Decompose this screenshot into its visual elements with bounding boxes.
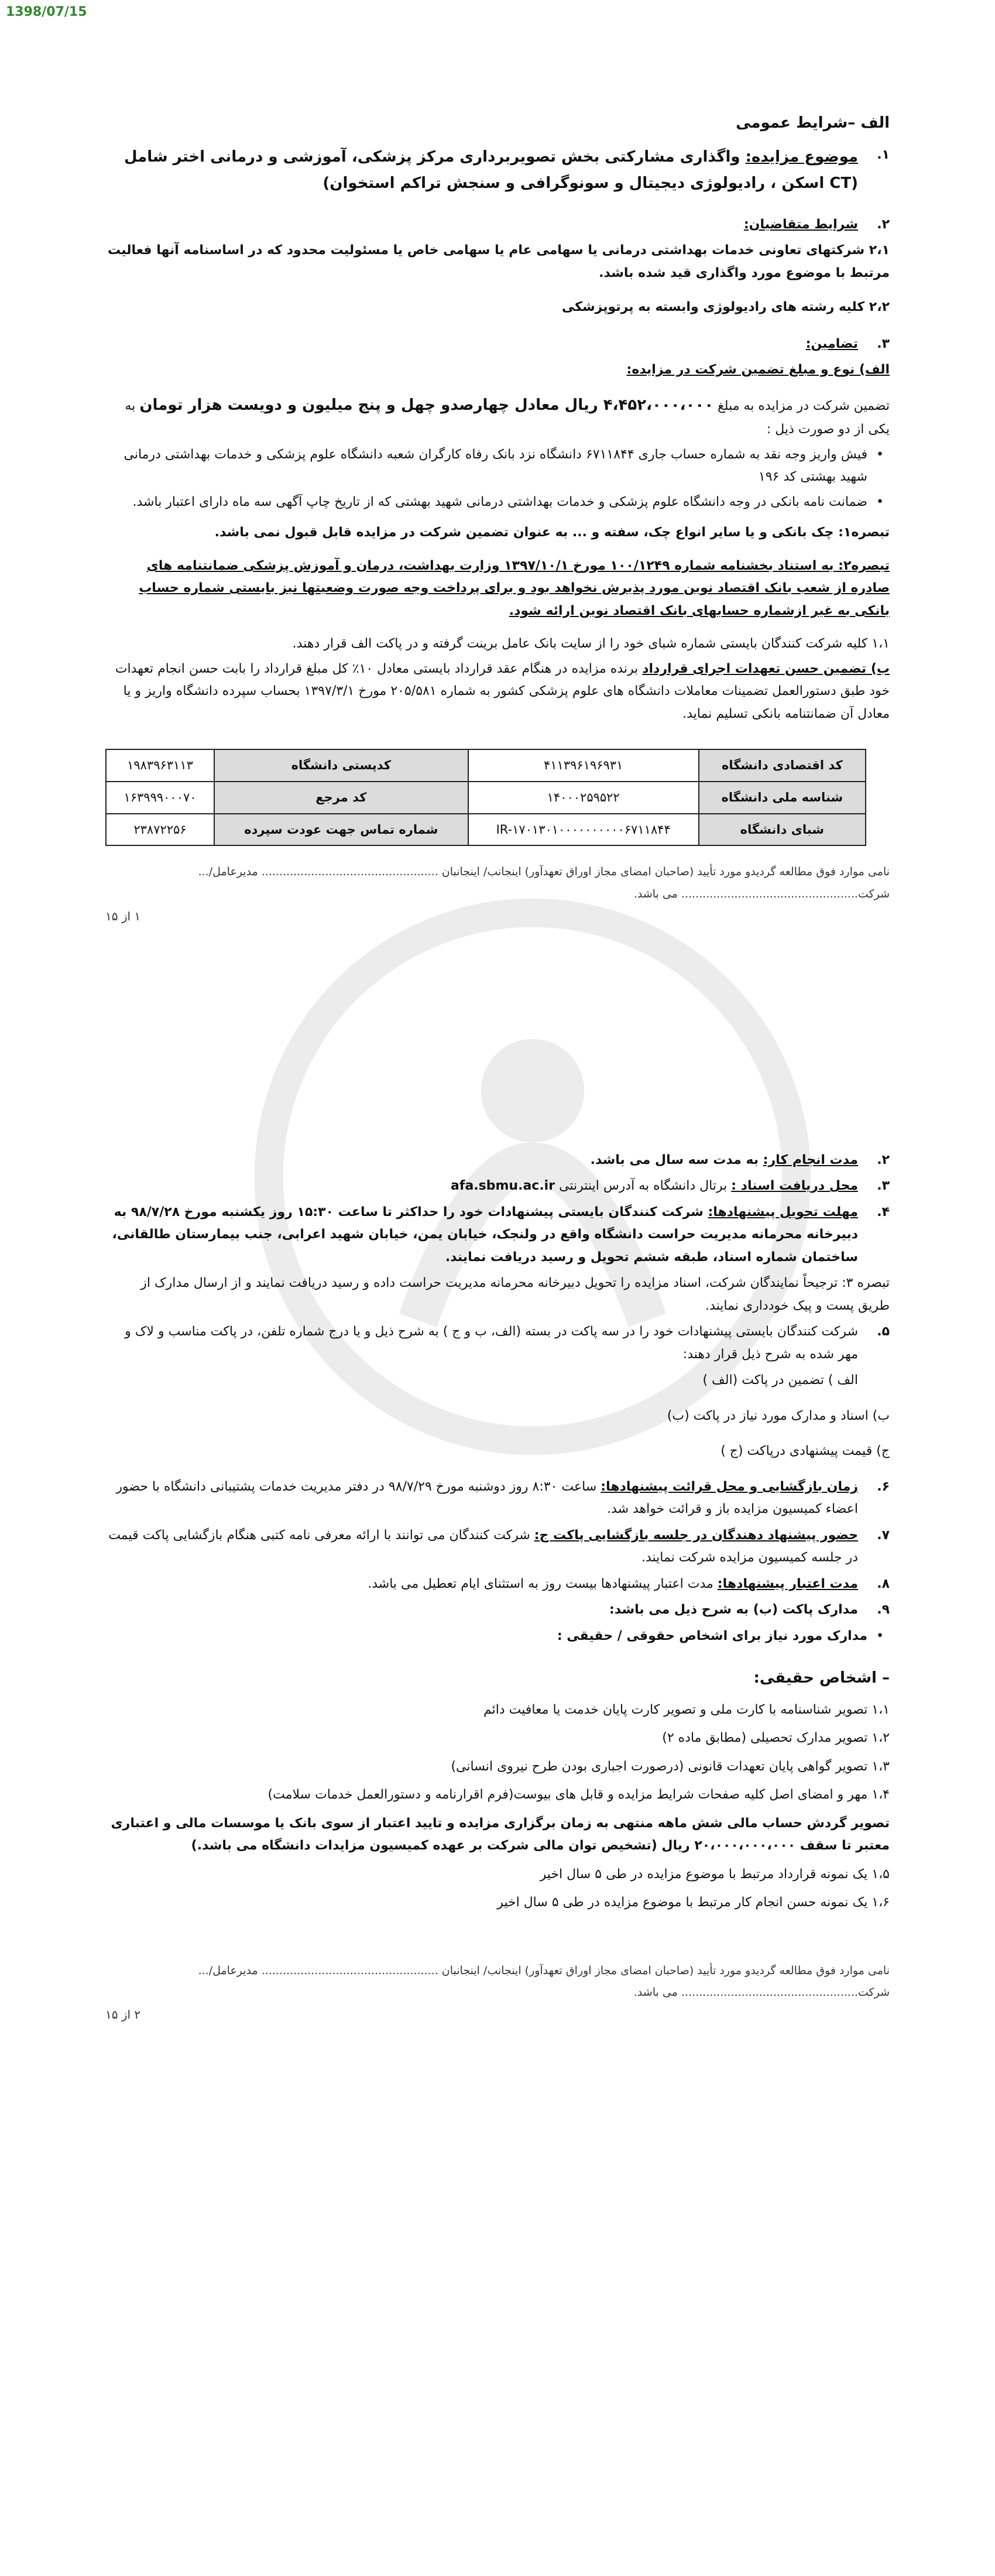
opening-time-item: [105, 1476, 890, 1521]
document-date: 1398/07/15: [6, 5, 87, 19]
subject-text: واگذاری مشارکتی بخش تصویربرداری مرکز پزشکی، آموزشی و درمانی اختر شامل (CT اسکن ، رادیولوژی دیجیتال و سونوگرافی و سنجش تراکم استخوان): [123, 148, 858, 192]
guarantees-label: تضامین:: [805, 336, 858, 351]
bullet-icon: •: [876, 447, 884, 462]
list-item: تصویر گردش حساب مالی شش ماهه منتهی به زمان برگزاری مزایده و تایید اعتبار از سوی بانک یا موسسات مالی و اعتباری معتبر تا سقف ۲۰،۰۰۰،۰۰۰،۰۰۰ ریال (تشخیص توان مالی شرکت بر عهده کمیسیون مزایدات دانشگاه می باشد.): [111, 1815, 890, 1854]
table-value-cell: IR-۱۷۰۱۳۰۱۰۰۰۰۰۰۰۰۰۰۶۷۱۱۸۴۴: [468, 814, 699, 846]
table-label-cell: شماره تماس جهت عودت سپرده: [214, 814, 468, 846]
attendance-item: [105, 1525, 890, 1570]
bullet-text: ضمانت نامه بانکی در وجه دانشگاه علوم پزشکی و خدمات بهداشتی درمانی شهید بهشتی که از تاریخ چاپ آگهی سه ماه دارای اعتبار باشد.: [132, 494, 867, 509]
bullet-icon: •: [876, 494, 884, 509]
bullet-bank-guarantee: [105, 491, 890, 514]
table-value-cell: ۱۶۳۹۹۹۰۰۰۷۰: [106, 782, 214, 814]
list-item: ۱،۵ یک نمونه قرارداد مرتبط با موضوع مزایده در طی ۵ سال اخیر: [540, 1866, 890, 1882]
note-3: تبصره ۳: ترجیحاً نمایندگان شرکت، اسناد مزایده را تحویل دبیرخانه محرمانه مدیریت حراست داده و رسید دریافت نمایند و از ارسال مدارک از طریق پست و پیک خودداری نمایند.: [140, 1276, 890, 1313]
table-row: [106, 814, 866, 846]
applicants-condition-2: ۲،۲ کلیه رشته های رادیولوژی وابسته به پرتوپزشکی: [561, 300, 890, 314]
table-value-cell: ۲۳۸۷۲۲۵۶: [106, 814, 214, 846]
footer-signature-line: نامی موارد فوق مطالعه گردیدو مورد تأیید (صاحبان امضای مجاز اوراق تعهدآور) اینجانب/ اینجانبان .................................................. مدیرعامل/...: [198, 865, 890, 879]
item-number: ۳.: [877, 336, 890, 351]
bullet-icon: •: [876, 1628, 884, 1643]
table-value-cell: ۱۹۸۳۹۶۳۱۱۳: [106, 749, 214, 782]
item-number: ۶.: [877, 1479, 890, 1494]
list-item: ۱،۴ مهر و امضای اصل کلیه صفحات شرایط مزایده و قابل های بیوست(فرم اقرارنامه و دستورالعمل خدمات سلامت): [267, 1787, 890, 1803]
table-label-cell: شناسه ملی دانشگاه: [699, 782, 866, 814]
applicants-item: [105, 214, 890, 237]
bullet-cash-deposit: [105, 444, 890, 489]
envelope-a: الف ) تضمین در پاکت (الف ): [702, 1373, 858, 1388]
opening-time-label: زمان بازگشایی و محل قرائت پیشنهادها:: [601, 1479, 858, 1494]
attendance-label: حضور پیشنهاد دهندگان در جلسه بازگشایی پاکت ج:: [534, 1527, 858, 1543]
table-value-cell: ۴۱۱۳۹۶۱۹۶۹۳۱: [468, 749, 699, 782]
table-label-cell: کدپستی دانشگاه: [214, 749, 468, 782]
subject-item: [105, 144, 890, 197]
opening-time-text: ساعت ۸:۳۰ روز دوشنبه مورخ ۹۸/۷/۲۹ در دفتر مدیریت خدمات پشتیبانی دانشگاه با حضور اعضاء کمیسیون مزایده باز و قرائت خواهد شد.: [116, 1479, 858, 1517]
applicants-label: شرایط متقاضیان:: [743, 217, 858, 232]
documents-location-label: محل دریافت اسناد :: [731, 1179, 858, 1194]
performance-guarantee-paragraph: [105, 658, 890, 726]
envelopes-text: شرکت کنندگان بایستی پیشنهادات خود را در سه پاکت در بسته (الف، ب و ج ) به شرح ذیل و یا درج شماره تلفن، در پاکت مناسب و لاک و مهر شده به شرح ذیل قرار دهند:: [125, 1324, 858, 1362]
page-number: ۲ از ۱۵: [105, 2008, 141, 2022]
footer-company-line: شرکت.................................................. می باشد.: [633, 1986, 890, 1999]
footer-company-line: شرکت.................................................. می باشد.: [633, 887, 890, 900]
bullet-text: مدارک مورد نیاز برای اشخاص حقوقی / حقیقی :: [557, 1628, 867, 1643]
envelope-b: ب) اسناد و مدارک مورد نیاز در پاکت (ب): [667, 1408, 890, 1423]
portal-url-link[interactable]: afa.sbmu.ac.ir: [451, 1179, 555, 1194]
bullet-required-docs: [105, 1625, 890, 1648]
applicants-condition-1: ۲،۱ شرکتهای تعاونی خدمات بهداشتی درمانی یا سهامی عام یا سهامی خاص یا مسئولیت محدود که در اساسنامه آنها فعالیت مرتبط با موضوع مورد واگذاری قید شده باشد.: [107, 243, 890, 280]
submission-deadline-text: شرکت کنندگان بایستی پیشنهادات خود را حداکثر تا ساعت ۱۵:۳۰ روز یکشنبه مورخ ۹۸/۷/۲۸ به دبیرخانه محرمانه مدیریت حراست دانشگاه واقع در ولنجک، خیابان یمن، خیابان شهید اعرابی، جنب بیمارستان طالقانی، ساختمان شماره اسناد، طبقه ششم تحویل و رسید دریافت نمایند.: [112, 1204, 858, 1265]
item-number: ۲.: [877, 1152, 890, 1167]
item-number: ۸.: [877, 1576, 890, 1591]
envelopes-item: [105, 1321, 890, 1366]
list-item: ۱،۱ تصویر شناسنامه با کارت ملی و تصویر کارت پایان خدمت یا معافیت دائم: [483, 1702, 890, 1717]
table-label-cell: کد اقتصادی دانشگاه: [699, 749, 866, 782]
item-number: ۷.: [877, 1527, 890, 1543]
document-page: [105, 94, 890, 2027]
duration-text: به مدت سه سال می باشد.: [590, 1152, 759, 1167]
note-1: تبصره۱: چک بانکی و یا سایر انواع چک، سفته و ... به عنوان تضمین شرکت در مزایده قابل قبول نمی باشد.: [214, 525, 890, 540]
submission-deadline-item: [105, 1201, 890, 1269]
signature-footer-2: [105, 1961, 890, 2026]
note-2: تبصره۲: به استناد بخشنامه شماره ۱۰۰/۱۲۴۹ مورخ ۱۳۹۷/۱۰/۱ وزارت بهداشت، درمان و آموزش پزشکی ضمانتنامه های صادره از شعب بانک اقتصاد نوین مورد پذیرش نخواهد بود و برای پرداخت وجه صورت وضعیتها نیز بایستی شماره حساب بانکی به غیر ازشماره حسابهای بانک اقتصاد نوین ارائه شود.: [139, 558, 890, 618]
item-number: ۴.: [877, 1204, 890, 1220]
guarantee-amount: ۴،۴۵۲،۰۰۰،۰۰۰ ریال معادل چهارصدو چهل و پنج میلیون و دویست هزار تومان: [139, 396, 714, 414]
subject-label: موضوع مزایده:: [745, 148, 858, 166]
guarantees-item: [105, 333, 890, 356]
item-number: ۹.: [877, 1602, 890, 1618]
validity-text: مدت اعتبار پیشنهادها بیست روز به استثنای ایام تعطیل می باشد.: [368, 1576, 713, 1591]
table-value-cell: ۱۴۰۰۰۲۵۹۵۲۲: [468, 782, 699, 814]
bank-info-table: [105, 749, 866, 846]
table-label-cell: شبای دانشگاه: [699, 814, 866, 846]
duration-item: [105, 1149, 890, 1172]
documents-location-item: [105, 1175, 890, 1198]
bullet-text: فیش واریز وجه نقد به شماره حساب جاری ۶۷۱۱۸۴۴ دانشگاه نزد بانک رفاه کارگران شعبه دانشگاه علوم پزشکی و خدمات بهداشتی درمانی شهید بهشتی کد ۱۹۶: [123, 447, 867, 484]
page-number: ۱ از ۱۵: [105, 909, 141, 923]
natural-persons-docs-list: [105, 1699, 890, 1914]
signature-footer-1: [105, 862, 890, 927]
validity-label: مدت اعتبار پیشنهادها:: [717, 1576, 858, 1591]
sheba-instruction: ۱،۱ کلیه شرکت کنندگان بایستی شماره شبای خود را از سایت بانک عامل برینت گرفته و در پاکت الف قرار دهند.: [292, 636, 890, 651]
item-number: ۱.: [877, 147, 890, 162]
table-row: [106, 749, 866, 782]
natural-persons-heading: – اشخاص حقیقی:: [753, 1669, 890, 1687]
list-item: ۱،۲ تصویر مدارک تحصیلی (مطابق ماده ۲): [662, 1731, 890, 1746]
duration-label: مدت انجام کار:: [763, 1152, 858, 1167]
performance-guarantee-label: ب) تضمین حسن تعهدات اجرای قرارداد: [642, 661, 890, 676]
attendance-text: شرکت کنندگان می توانند با ارائه معرفی نامه کتبی هنگام بازگشایی پاکت قیمت در جلسه کمیسیون مزایده شرکت نمایند.: [108, 1527, 858, 1566]
envelope-b-docs-item: [105, 1599, 890, 1622]
documents-location-text: برتال دانشگاه به آدرس اینترنتی: [559, 1179, 728, 1194]
list-item: ۱،۶ یک نمونه حسن انجام کار مرتبط با موضوع مزایده در طی ۵ سال اخیر: [497, 1895, 890, 1910]
item-number: ۳.: [877, 1179, 890, 1194]
guarantee-post-text: به یکی از دو صورت ذیل :: [125, 398, 890, 437]
submission-deadline-label: مهلت تحویل پیشنهادها:: [708, 1204, 858, 1220]
validity-item: [105, 1573, 890, 1596]
footer-signature-line: نامی موارد فوق مطالعه گردیدو مورد تأیید (صاحبان امضای مجاز اوراق تعهدآور) اینجانب/ اینجانبان .................................................. مدیرعامل/...: [198, 1964, 890, 1977]
list-item: ۱،۳ تصویر گواهی پایان تعهدات قانونی (درصورت اجباری بودن طرح نیروی انسانی): [451, 1759, 890, 1774]
guarantee-amount-paragraph: [105, 392, 890, 441]
guarantee-type-heading: الف) نوع و مبلغ تضمین شرکت در مزایده:: [626, 362, 890, 377]
section-heading-general: الف –شرایط عمومی: [736, 114, 890, 132]
performance-guarantee-text: برنده مزایده در هنگام عقد قرارداد بایستی معادل ۱۰٪ کل مبلغ قرارداد را بابت حسن انجام تعهدات خود طبق دستورالعمل تضمینات معاملات دانشگاه های علوم پزشکی کشور به شماره ۲۰۵/۵۸۱ مورخ ۱۳۹۷/۳/۱ بحساب سپرده دانشگاه واریز و یا معادل آن ضمانتنامه بانکی تسلیم نماید.: [115, 661, 890, 721]
envelope-c: ج) قیمت پیشنهادی درپاکت (ج ): [720, 1444, 890, 1459]
table-label-cell: کد مرجع: [214, 782, 468, 814]
guarantee-pre-text: تضمین شرکت در مزایده به مبلغ: [718, 398, 890, 413]
item-number: ۵.: [877, 1324, 890, 1340]
item-number: ۲.: [877, 217, 890, 232]
table-row: [106, 782, 866, 814]
envelope-b-docs-text: مدارک پاکت (ب) به شرح ذیل می باشد:: [609, 1602, 858, 1618]
